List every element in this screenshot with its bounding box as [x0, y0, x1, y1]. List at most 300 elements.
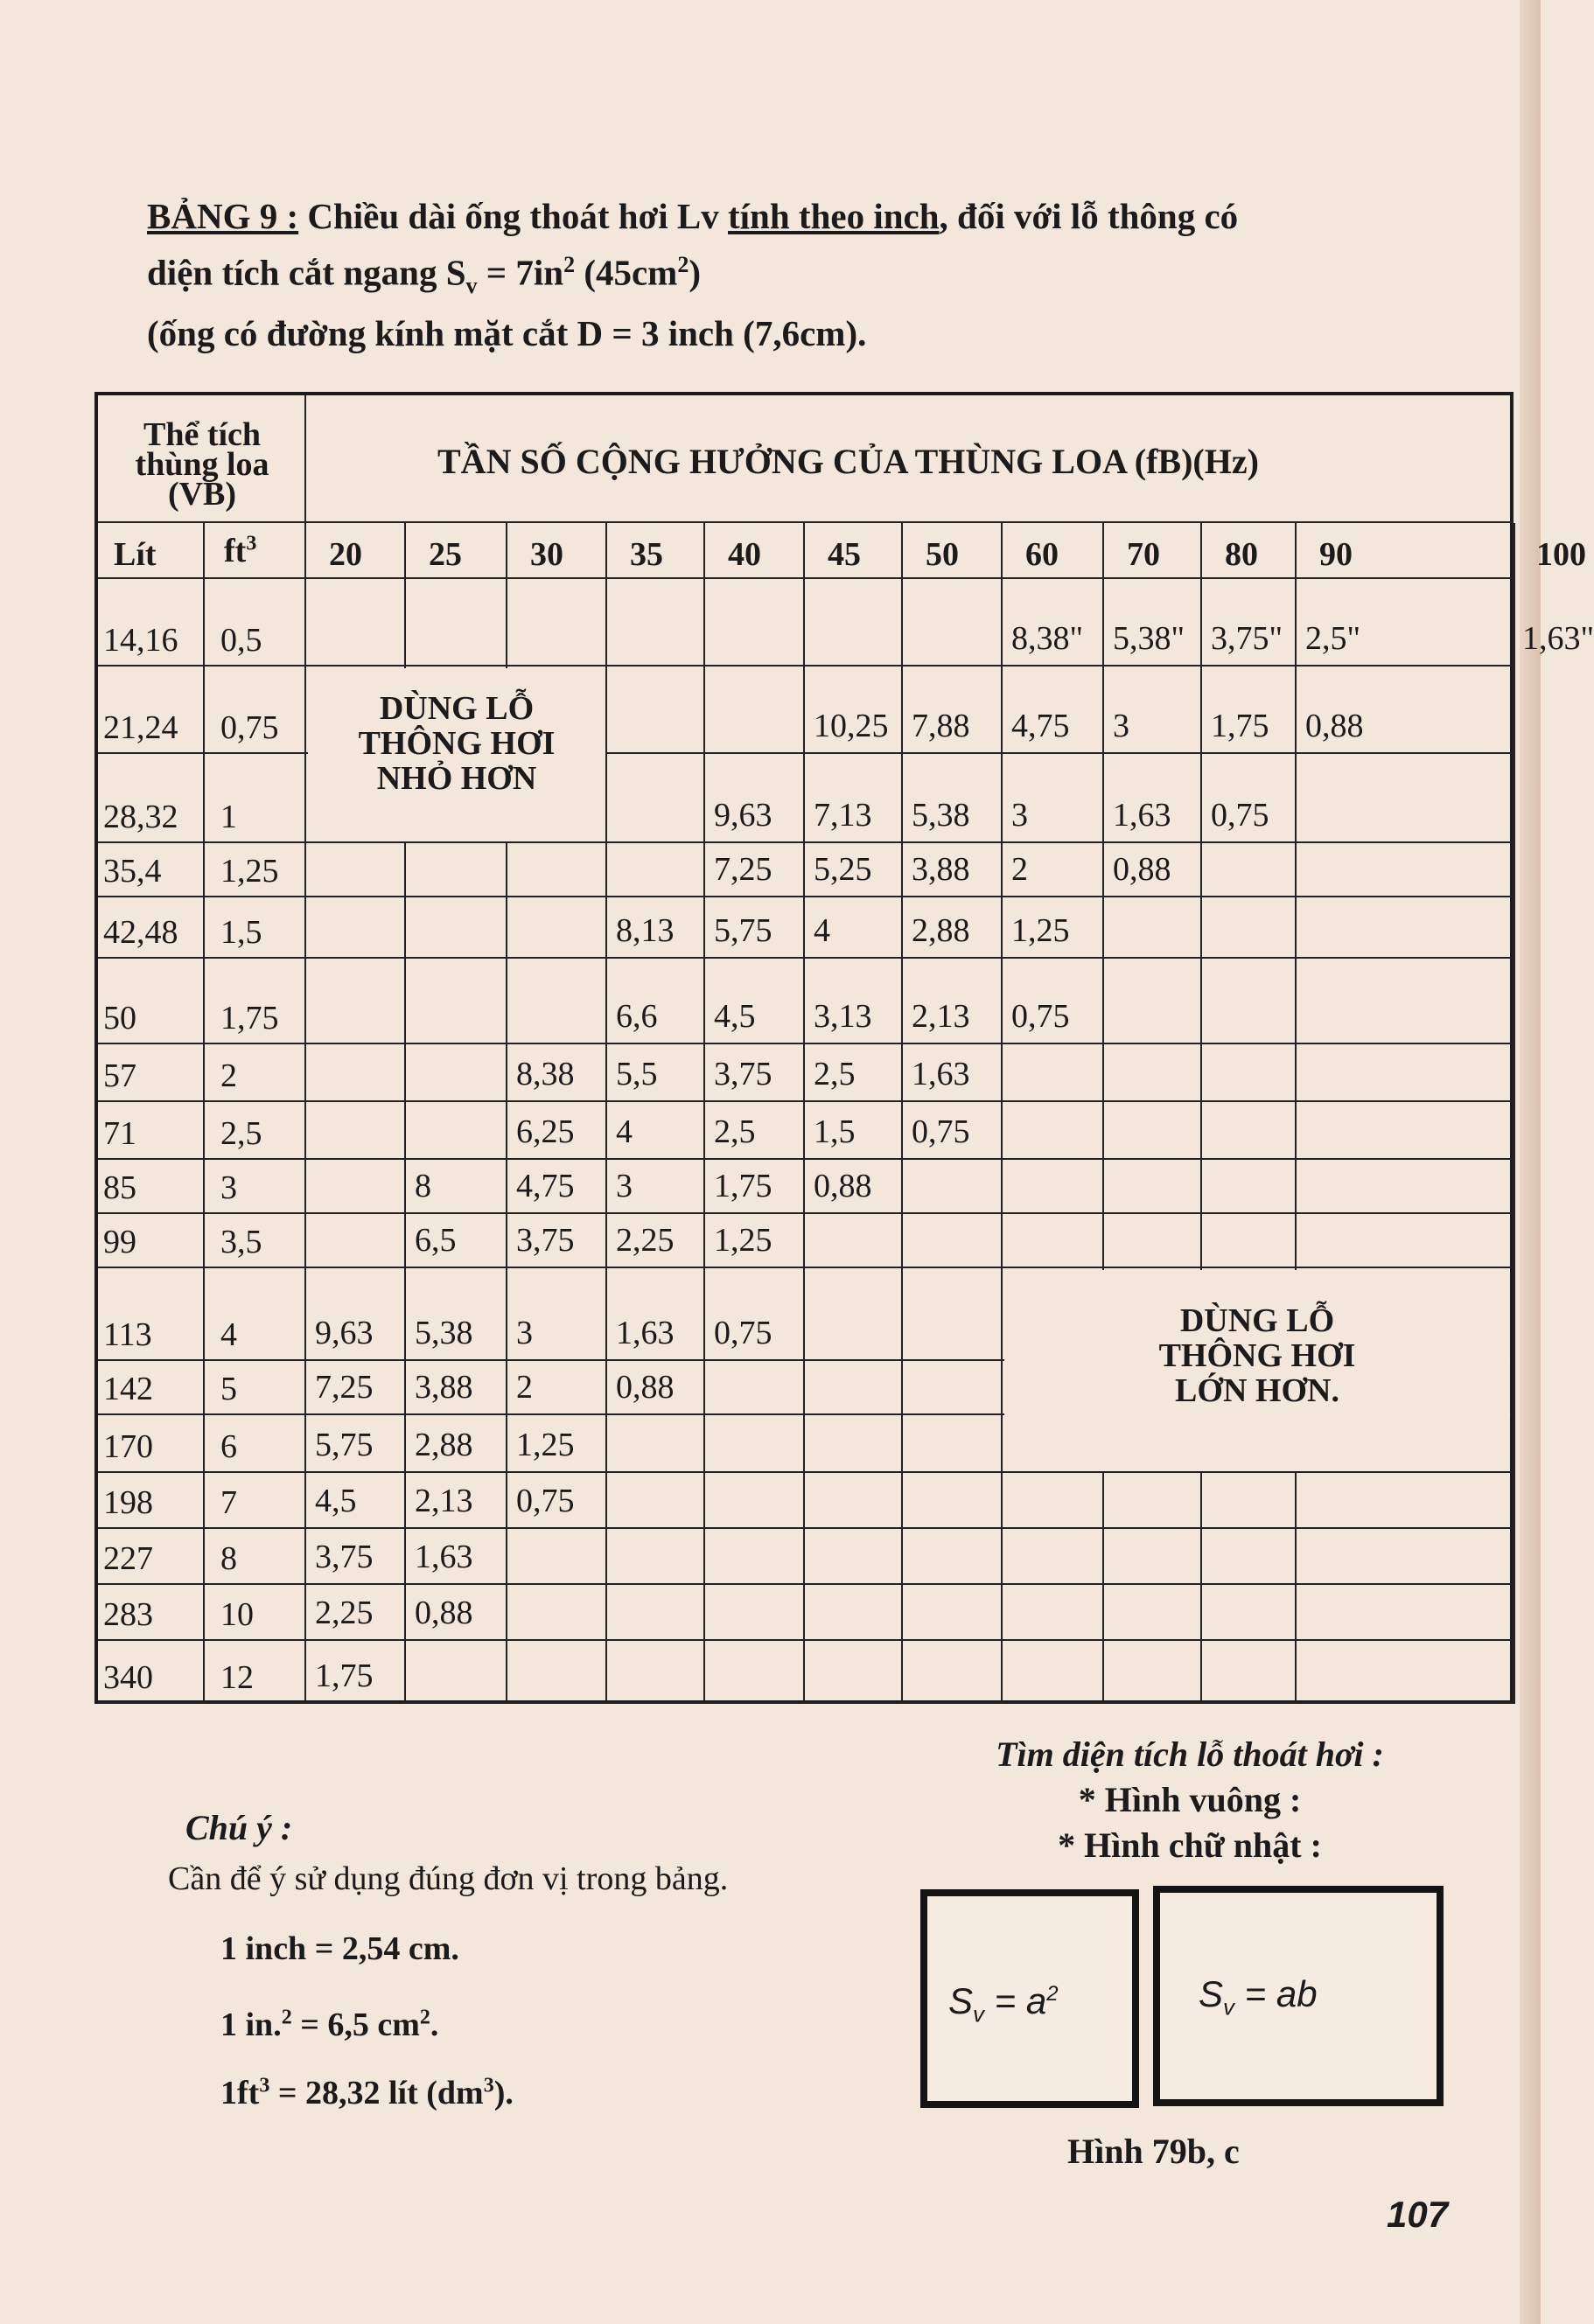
row-ft-cell [205, 1641, 306, 1704]
row-ft-cell [205, 754, 306, 843]
note-title: Chú ý : [185, 1808, 293, 1847]
use-larger-vent-line: DÙNG LỖ [1179, 1302, 1335, 1339]
row-liter-cell [98, 1044, 205, 1102]
table-cell [903, 1160, 1003, 1214]
row-liter-value: 113 [103, 1316, 152, 1353]
row-ft-cell [205, 1473, 306, 1529]
table-cell [1104, 1529, 1202, 1585]
cell-value: 6,5 [415, 1222, 457, 1259]
table-cell [607, 897, 705, 959]
row-liter-cell [98, 959, 205, 1044]
table-cell [306, 579, 406, 666]
table-cell [306, 897, 406, 959]
table-cell [1297, 1473, 1514, 1529]
table-cell [1297, 754, 1514, 843]
row-liter-value: 57 [103, 1057, 136, 1094]
cell-value: 5,5 [616, 1056, 658, 1092]
table-cell [607, 1044, 705, 1102]
table-cell [1514, 1214, 1515, 1268]
cell-value: 2,25 [315, 1595, 374, 1631]
table-cell [805, 1641, 903, 1704]
cell-value: 1,75 [315, 1658, 374, 1694]
table-cell [1297, 579, 1514, 666]
note-equation-1: 1 inch = 2,54 cm. [220, 1930, 459, 1967]
table-cell [406, 1361, 507, 1415]
row-liter-value: 85 [103, 1169, 136, 1206]
table-cell [805, 754, 903, 843]
cell-value: 8,38 [516, 1056, 575, 1092]
table-cell [903, 1214, 1003, 1268]
cell-value: 2 [1011, 851, 1028, 888]
cell-value: 0,88 [1113, 851, 1171, 888]
row-liter-value: 28,32 [103, 799, 178, 835]
freq-label: 30 [530, 536, 563, 573]
volume-header-text: Thể tích thùng loa (VB) [135, 416, 269, 513]
table-cell [507, 897, 607, 959]
table-cell [507, 1102, 607, 1160]
table-cell [705, 1102, 805, 1160]
cell-value: 4 [814, 912, 830, 949]
table-cell [507, 1361, 607, 1415]
cell-value: 5,75 [714, 912, 773, 949]
table-cell [607, 579, 705, 666]
cell-value: 1,63 [616, 1315, 675, 1351]
table-cell [805, 1473, 903, 1529]
table-cell [1104, 897, 1202, 959]
row-liter-cell [98, 1473, 205, 1529]
table-cell [705, 1214, 805, 1268]
table-cell [1514, 1160, 1515, 1214]
table-cell [705, 959, 805, 1044]
table-cell [1514, 666, 1515, 754]
table-cell [705, 1529, 805, 1585]
table-cell [1202, 843, 1297, 897]
table-cell [1297, 1529, 1514, 1585]
row-ft-cell [205, 1044, 306, 1102]
row-ft-cell [205, 1415, 306, 1473]
cell-value: 1,25 [1011, 912, 1070, 949]
cell-value: 0,75 [516, 1483, 575, 1519]
table-cell [805, 959, 903, 1044]
table-cell [306, 1044, 406, 1102]
cell-value: 0,88 [1305, 708, 1364, 744]
table-cell [406, 1473, 507, 1529]
cell-value: 3,88 [415, 1369, 473, 1406]
table-cell [805, 1102, 903, 1160]
freq-col-25 [406, 523, 507, 579]
row-ft-value: 4 [220, 1316, 237, 1353]
cell-value: 4,75 [1011, 708, 1070, 744]
row-ft-cell [205, 579, 306, 666]
table-cell [1202, 1641, 1297, 1704]
row-liter-value: 142 [103, 1371, 153, 1407]
table-cell [705, 579, 805, 666]
cell-value: 2,13 [912, 998, 970, 1035]
row-ft-cell [205, 897, 306, 959]
freq-label: 60 [1025, 536, 1059, 573]
table-cell [1514, 959, 1515, 1044]
table-cell [1202, 1529, 1297, 1585]
row-liter-value: 340 [103, 1659, 153, 1696]
freq-col-40 [705, 523, 805, 579]
table-cell [507, 1415, 607, 1473]
cell-value: 2,88 [415, 1427, 473, 1463]
row-liter-value: 50 [103, 1000, 136, 1036]
cell-value: 8,38" [1011, 620, 1084, 657]
freq-col-30 [507, 523, 607, 579]
freq-label: 90 [1319, 536, 1353, 573]
table-cell [507, 843, 607, 897]
table-cell [1514, 1268, 1515, 1361]
table-cell [805, 1160, 903, 1214]
cell-value: 5,38 [912, 797, 970, 834]
row-ft-value: 5 [220, 1371, 237, 1407]
use-larger-vent-note [1004, 1270, 1510, 1471]
table-cell [1514, 897, 1515, 959]
caption-line-1 [147, 192, 1477, 241]
table-cell [1003, 1473, 1104, 1529]
table-cell [805, 843, 903, 897]
table-cell [1514, 1641, 1515, 1704]
cell-value: 9,63 [315, 1315, 374, 1351]
row-ft-value: 3 [220, 1169, 237, 1206]
row-ft-value: 0,5 [220, 622, 262, 659]
table-cell [903, 897, 1003, 959]
table-cell [1202, 1585, 1297, 1641]
row-liter-value: 71 [103, 1115, 136, 1152]
table-cell [507, 1044, 607, 1102]
row-ft-cell [205, 666, 306, 754]
row-liter-value: 198 [103, 1484, 153, 1521]
cell-value: 5,38 [415, 1315, 473, 1351]
table-cell [1104, 1585, 1202, 1641]
table-cell [306, 1641, 406, 1704]
table-cell [406, 1585, 507, 1641]
cell-value: 1,5 [814, 1113, 856, 1150]
table-cell [406, 959, 507, 1044]
cell-value: 3,88 [912, 851, 970, 888]
square-diagram [920, 1889, 1139, 2108]
table-cell [507, 1585, 607, 1641]
cell-value: 0,75 [1211, 797, 1269, 834]
row-ft-cell [205, 1102, 306, 1160]
cell-value: 6,25 [516, 1113, 575, 1150]
table-cell [607, 1214, 705, 1268]
note-equation-3-text: $1ft^3 = 28,32$ lít $(dm^3)$. [220, 2074, 514, 2111]
cell-value: 4,5 [714, 998, 756, 1035]
table-cell [306, 959, 406, 1044]
table-cell [607, 1415, 705, 1473]
table-cell [903, 754, 1003, 843]
table-cell [507, 1160, 607, 1214]
freq-label: 20 [329, 536, 362, 573]
table-cell [1202, 579, 1297, 666]
table-cell [805, 1214, 903, 1268]
table-cell [507, 959, 607, 1044]
table-cell [1202, 897, 1297, 959]
row-ft-value: 1 [220, 799, 237, 835]
table-cell [1202, 959, 1297, 1044]
cell-value: 0,75 [1011, 998, 1070, 1035]
table-cell [1514, 1415, 1515, 1473]
cell-value: 3,75" [1211, 620, 1283, 657]
row-liter-cell [98, 843, 205, 897]
cell-value: 1,63 [1113, 797, 1171, 834]
table-cell [1202, 1473, 1297, 1529]
table-cell [705, 897, 805, 959]
row-ft-cell [205, 959, 306, 1044]
row-ft-value: 10 [220, 1596, 254, 1633]
cell-value: 3 [1011, 797, 1028, 834]
table-cell [1104, 754, 1202, 843]
cell-value: 2,25 [616, 1222, 675, 1259]
table-cell [1297, 897, 1514, 959]
cell-value: 7,25 [714, 851, 773, 888]
table-cell [1003, 666, 1104, 754]
unit-liter-text: Lít [114, 536, 157, 573]
row-liter-value: 99 [103, 1224, 136, 1260]
cell-value: 1,63 [415, 1539, 473, 1575]
cell-value: 1,63 [912, 1056, 970, 1092]
table-cell [1104, 843, 1202, 897]
table-cell [1297, 959, 1514, 1044]
row-liter-value: 283 [103, 1596, 153, 1633]
row-liter-value: 21,24 [103, 709, 178, 746]
row-ft-value: 6 [220, 1428, 237, 1465]
freq-col-50 [903, 523, 1003, 579]
cell-value: 3,75 [714, 1056, 773, 1092]
table-cell [1104, 1044, 1202, 1102]
table-cell [1297, 1044, 1514, 1102]
table-cell [903, 579, 1003, 666]
table-cell [607, 843, 705, 897]
freq-label: 40 [728, 536, 761, 573]
cell-value: 1,75 [714, 1168, 773, 1204]
row-liter-value: 42,48 [103, 914, 178, 951]
table-cell [1003, 843, 1104, 897]
table-cell [406, 1641, 507, 1704]
table-cell [1514, 754, 1515, 843]
table-cell [1003, 1214, 1104, 1268]
note-text: Cần để ý sử dụng đúng đơn vị trong bảng. [168, 1860, 729, 1897]
freq-label: 50 [926, 536, 959, 573]
row-ft-value: 1,25 [220, 853, 279, 890]
cell-value: 3 [516, 1315, 533, 1351]
cell-value: 10,25 [814, 708, 889, 744]
freq-label: 35 [630, 536, 663, 573]
table-cell [705, 1415, 805, 1473]
table-cell [607, 1102, 705, 1160]
row-ft-cell [205, 1160, 306, 1214]
table-cell [903, 1529, 1003, 1585]
table-cell [607, 1160, 705, 1214]
table-cell [1514, 843, 1515, 897]
table-cell [406, 1044, 507, 1102]
table-cell [306, 1268, 406, 1361]
row-liter-cell [98, 1102, 205, 1160]
cell-value: 2 [516, 1369, 533, 1406]
caption-line-3: (ống có đường kính mặt cắt D = 3 inch (7,6cm). [147, 312, 867, 353]
cell-value: 5,38" [1113, 620, 1185, 657]
table-cell [1104, 959, 1202, 1044]
caption-text-b: tính theo inch [728, 196, 940, 236]
table-cell [1202, 1160, 1297, 1214]
table-cell [705, 666, 805, 754]
table-cell [705, 1268, 805, 1361]
area-rect-label: * Hình chữ nhật : [1058, 1825, 1322, 1865]
row-ft-cell [205, 1529, 306, 1585]
table-cell [1104, 1160, 1202, 1214]
unit-liter-header [98, 523, 205, 579]
table-cell [507, 1214, 607, 1268]
cell-value: 0,75 [912, 1113, 970, 1150]
freq-col-60 [1003, 523, 1104, 579]
table-cell [1003, 1529, 1104, 1585]
row-ft-value: 3,5 [220, 1224, 262, 1260]
table-cell [903, 1641, 1003, 1704]
table-cell [705, 1361, 805, 1415]
table-cell [1514, 1102, 1515, 1160]
table-cell [406, 1214, 507, 1268]
table-cell [705, 1473, 805, 1529]
table-cell [507, 579, 607, 666]
freq-label: 25 [429, 536, 462, 573]
cell-value: 3,75 [516, 1222, 575, 1259]
row-ft-value: 8 [220, 1540, 237, 1577]
table-cell [1202, 1214, 1297, 1268]
freq-col-90 [1297, 523, 1514, 579]
page-number: 107 [1387, 2194, 1449, 2235]
row-ft-value: 1,5 [220, 914, 262, 951]
table-cell [406, 897, 507, 959]
row-ft-value: 2,5 [220, 1115, 262, 1152]
table-cell [507, 1529, 607, 1585]
table-cell [1003, 1641, 1104, 1704]
table-cell [1297, 1160, 1514, 1214]
cell-value: 0,88 [616, 1369, 675, 1406]
unit-ft-header [205, 523, 306, 579]
table-cell [306, 1415, 406, 1473]
table-cell [1514, 1361, 1515, 1415]
table-cell [903, 1473, 1003, 1529]
note-equation-2-text: 1 in.$^2$ = 6,5 $cm^2$. [220, 2006, 439, 2043]
cell-value: 0,75 [714, 1315, 773, 1351]
cell-value: 6,6 [616, 998, 658, 1035]
table-cell [1003, 1160, 1104, 1214]
table-cell [1104, 666, 1202, 754]
table-cell [1104, 1214, 1202, 1268]
use-smaller-vent-line: NHỎ HƠN [376, 760, 537, 797]
cell-value: 9,63 [714, 797, 773, 834]
table-cell [1003, 579, 1104, 666]
cell-value: 5,75 [315, 1427, 374, 1463]
table-cell [607, 1585, 705, 1641]
cell-value: 3 [1113, 708, 1129, 744]
table-cell [406, 579, 507, 666]
table-cell [406, 1415, 507, 1473]
row-liter-cell [98, 1268, 205, 1361]
row-liter-cell [98, 897, 205, 959]
table-cell [306, 1102, 406, 1160]
table-cell [306, 1214, 406, 1268]
row-liter-cell [98, 666, 205, 754]
area-section [962, 1732, 1417, 1868]
cell-value: 1,75 [1211, 708, 1269, 744]
table-cell [507, 1641, 607, 1704]
table-cell [1003, 1044, 1104, 1102]
table-cell [1202, 1044, 1297, 1102]
table-cell [903, 666, 1003, 754]
table-cell [607, 754, 705, 843]
cell-value: 4,5 [315, 1483, 357, 1519]
row-liter-cell [98, 1529, 205, 1585]
table-cell [607, 1529, 705, 1585]
row-liter-cell [98, 1415, 205, 1473]
table-cell [903, 1585, 1003, 1641]
row-liter-value: 170 [103, 1428, 153, 1465]
cell-value: 2,5" [1305, 620, 1361, 657]
table-cell [1297, 1641, 1514, 1704]
cell-value: 4 [616, 1113, 633, 1150]
table-cell [1003, 959, 1104, 1044]
cell-value: 0,88 [814, 1168, 872, 1204]
area-square-label: * Hình vuông : [1078, 1780, 1302, 1819]
table-cell [406, 1102, 507, 1160]
cell-value: 1,63" [1522, 620, 1594, 657]
table-cell [805, 1585, 903, 1641]
table-cell [507, 1268, 607, 1361]
table-cell [903, 843, 1003, 897]
page-edge [1520, 0, 1541, 2324]
table-cell [705, 1641, 805, 1704]
volume-header [98, 395, 306, 523]
cell-value: 2,88 [912, 912, 970, 949]
table-cell [705, 1044, 805, 1102]
table-cell [1003, 897, 1104, 959]
row-ft-value: 12 [220, 1659, 254, 1696]
table-cell [1104, 1641, 1202, 1704]
table-cell [1514, 1529, 1515, 1585]
cell-value: 8,13 [616, 912, 675, 949]
table-cell [306, 1361, 406, 1415]
use-smaller-vent-note [308, 668, 605, 841]
table-cell [1514, 579, 1594, 666]
cell-value: 7,13 [814, 797, 872, 834]
table-cell [1297, 666, 1514, 754]
row-liter-value: 35,4 [103, 853, 162, 890]
table-cell [1297, 1214, 1514, 1268]
row-ft-cell [205, 843, 306, 897]
row-liter-value: 227 [103, 1540, 153, 1577]
row-liter-cell [98, 1585, 205, 1641]
table-cell [903, 1102, 1003, 1160]
freq-col-80 [1202, 523, 1297, 579]
table-cell [607, 959, 705, 1044]
row-liter-cell [98, 754, 205, 843]
area-title: Tìm diện tích lỗ thoát hơi : [996, 1734, 1384, 1774]
table-cell [306, 1160, 406, 1214]
use-smaller-vent-line: DÙNG LỖ [379, 690, 535, 727]
table-cell [903, 959, 1003, 1044]
row-liter-cell [98, 1641, 205, 1704]
cell-value: 2,5 [814, 1056, 856, 1092]
table-cell [805, 666, 903, 754]
row-ft-cell [205, 1585, 306, 1641]
freq-col-100 [1514, 523, 1586, 579]
table-cell [406, 1529, 507, 1585]
table-cell [705, 754, 805, 843]
cell-value: 5,25 [814, 851, 872, 888]
